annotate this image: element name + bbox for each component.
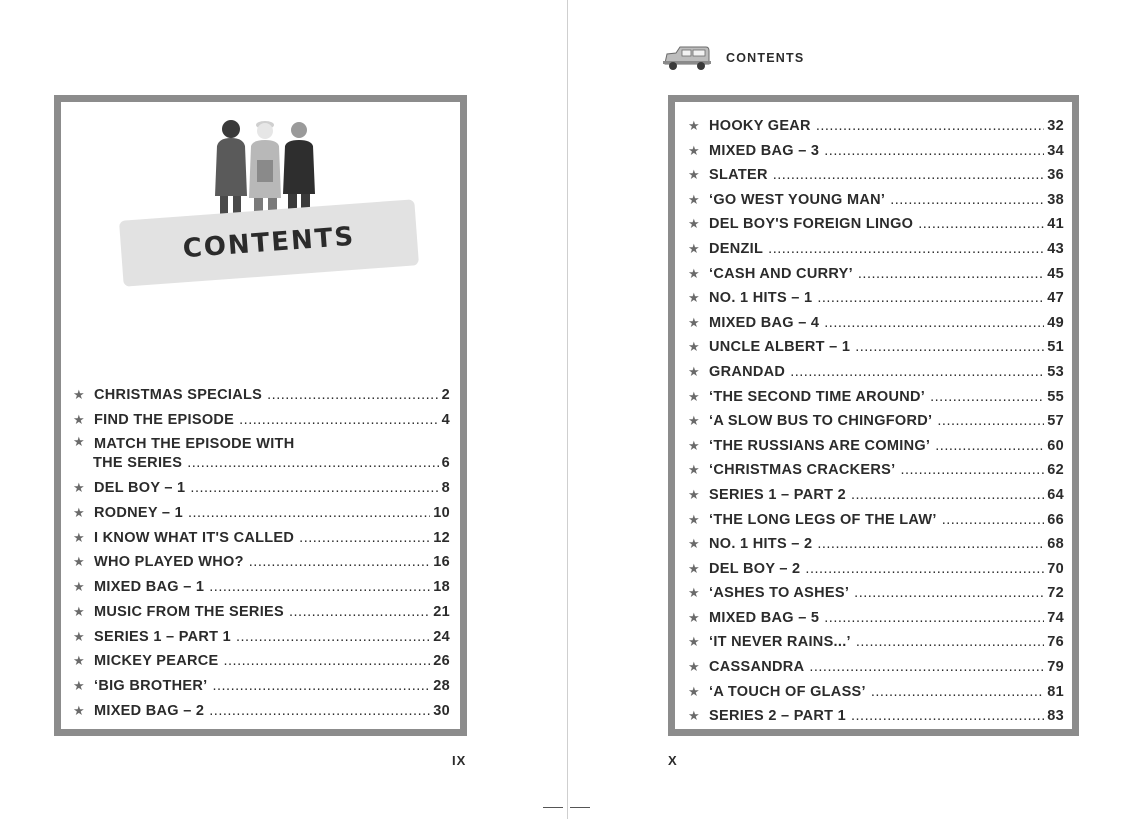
- right-toc-list: [675, 114, 1072, 729]
- star-icon: ★: [73, 579, 85, 595]
- toc-item-title: UNCLE ALBERT – 1: [709, 339, 851, 356]
- toc-leader-dots: [824, 311, 1044, 336]
- toc-item-title: GRANDAD: [709, 363, 786, 380]
- toc-leader-dots: [267, 383, 438, 408]
- toc-leader-dots: [858, 262, 1044, 287]
- toc-item-title: SERIES 2 – PART 1: [709, 708, 846, 725]
- toc-item: [675, 680, 1072, 705]
- toc-item-page: 79: [1047, 659, 1064, 676]
- toc-leader-dots: [871, 680, 1044, 705]
- star-icon: ★: [73, 677, 85, 693]
- toc-item-page: 81: [1047, 683, 1064, 700]
- toc-item-title: MIXED BAG – 4: [709, 314, 820, 331]
- toc-item: [675, 606, 1072, 631]
- toc-leader-dots: [854, 581, 1044, 606]
- toc-item: [675, 163, 1072, 188]
- toc-item: [675, 483, 1072, 508]
- toc-item-title: CASSANDRA: [709, 659, 805, 676]
- toc-item-page: 68: [1047, 536, 1064, 553]
- toc-item-title: ‘BIG BROTHER’: [94, 677, 208, 694]
- toc-leader-dots: [187, 454, 438, 473]
- toc-item-page: 34: [1047, 142, 1064, 159]
- toc-leader-dots: [816, 114, 1044, 139]
- star-icon: ★: [73, 554, 85, 570]
- toc-item-page: 62: [1047, 462, 1064, 479]
- star-icon: ★: [688, 265, 700, 281]
- toc-leader-dots: [209, 699, 430, 724]
- star-icon: ★: [73, 628, 85, 644]
- star-icon: ★: [688, 314, 700, 330]
- toc-leader-dots: [817, 286, 1044, 311]
- toc-item: [675, 434, 1072, 459]
- toc-item-page: 49: [1047, 314, 1064, 331]
- toc-leader-dots: [239, 408, 438, 433]
- star-icon: ★: [688, 167, 700, 183]
- toc-leader-dots: [188, 501, 430, 526]
- toc-item-page: 21: [433, 603, 450, 620]
- star-icon: ★: [688, 462, 700, 478]
- toc-item-title: ‘IT NEVER RAINS...’: [709, 634, 851, 651]
- toc-leader-dots: [942, 508, 1045, 533]
- toc-item-title: SERIES 1 – PART 2: [709, 486, 846, 503]
- toc-item-page: 10: [433, 505, 450, 522]
- toc-item: [61, 432, 460, 476]
- toc-item-page: 16: [433, 554, 450, 571]
- toc-item-title: FIND THE EPISODE: [94, 411, 235, 428]
- contents-banner-title: CONTENTS: [181, 221, 357, 265]
- star-icon: ★: [688, 290, 700, 306]
- toc-leader-dots: [212, 674, 430, 699]
- star-icon: ★: [688, 585, 700, 601]
- toc-item-page: 12: [433, 529, 450, 546]
- star-icon: ★: [73, 529, 85, 545]
- toc-item-title: ‘THE RUSSIANS ARE COMING’: [709, 437, 931, 454]
- toc-item-page: 38: [1047, 191, 1064, 208]
- toc-item-title: MIXED BAG – 3: [709, 142, 820, 159]
- toc-leader-dots: [805, 557, 1044, 582]
- star-icon: ★: [688, 388, 700, 404]
- toc-item-page: 8: [441, 480, 450, 497]
- toc-item-title: MIXED BAG – 5: [709, 609, 820, 626]
- toc-item-title: NO. 1 HITS – 2: [709, 536, 813, 553]
- toc-item: [675, 458, 1072, 483]
- toc-item: [61, 550, 460, 575]
- toc-leader-dots: [851, 483, 1044, 508]
- toc-item-title-line1: MATCH THE EPISODE WITH: [94, 436, 295, 453]
- toc-item: [675, 139, 1072, 164]
- star-icon: ★: [688, 683, 700, 699]
- toc-item-page: 57: [1047, 413, 1064, 430]
- star-icon: ★: [688, 486, 700, 502]
- toc-leader-dots: [855, 335, 1044, 360]
- toc-item: [61, 501, 460, 526]
- toc-item: [675, 262, 1072, 287]
- toc-item-page: 4: [441, 411, 450, 428]
- toc-item-page: 76: [1047, 634, 1064, 651]
- toc-leader-dots: [209, 575, 430, 600]
- toc-leader-dots: [289, 600, 430, 625]
- toc-item-title: MIXED BAG – 1: [94, 579, 205, 596]
- toc-item-title: ‘ASHES TO ASHES’: [709, 585, 850, 602]
- toc-item-page: 64: [1047, 486, 1064, 503]
- toc-item-page: 53: [1047, 363, 1064, 380]
- star-icon: ★: [73, 505, 85, 521]
- toc-item-page: 66: [1047, 511, 1064, 528]
- toc-item-title: ‘CHRISTMAS CRACKERS’: [709, 462, 896, 479]
- toc-item-page: 26: [433, 653, 450, 670]
- right-page: [568, 0, 1145, 819]
- toc-leader-dots: [900, 458, 1044, 483]
- toc-item-page: 30: [433, 702, 450, 719]
- left-contents-frame: [54, 95, 467, 736]
- left-toc-list: [61, 383, 460, 723]
- toc-item: [675, 114, 1072, 139]
- toc-item-page: 43: [1047, 240, 1064, 257]
- toc-leader-dots: [937, 409, 1044, 434]
- star-icon: ★: [688, 708, 700, 724]
- star-icon: ★: [688, 363, 700, 379]
- star-icon: ★: [688, 240, 700, 256]
- toc-item: [61, 575, 460, 600]
- running-head-title: CONTENTS: [726, 51, 805, 65]
- toc-item-page: 83: [1047, 708, 1064, 725]
- star-icon: ★: [688, 560, 700, 576]
- toc-item-page: 6: [441, 455, 450, 472]
- toc-item-title: ‘THE LONG LEGS OF THE LAW’: [709, 511, 937, 528]
- toc-item: [675, 630, 1072, 655]
- toc-leader-dots: [236, 625, 430, 650]
- running-head: [662, 42, 804, 74]
- toc-item-title: DEL BOY – 2: [709, 560, 801, 577]
- toc-item-page: 2: [441, 387, 450, 403]
- toc-item-title: HOOKY GEAR: [709, 118, 811, 134]
- toc-leader-dots: [851, 704, 1044, 729]
- star-icon: ★: [73, 387, 85, 402]
- right-contents-frame: [668, 95, 1079, 736]
- toc-leader-dots: [918, 212, 1044, 237]
- toc-leader-dots: [768, 237, 1044, 262]
- toc-item-page: 47: [1047, 290, 1064, 307]
- toc-item-page: 51: [1047, 339, 1064, 356]
- toc-leader-dots: [890, 188, 1044, 213]
- toc-item-title: SERIES 1 – PART 1: [94, 628, 231, 645]
- toc-item-page: 72: [1047, 585, 1064, 602]
- left-page: [0, 0, 567, 819]
- star-icon: ★: [688, 536, 700, 552]
- star-icon: ★: [688, 216, 700, 232]
- toc-leader-dots: [824, 606, 1044, 631]
- toc-item-title: WHO PLAYED WHO?: [94, 554, 244, 571]
- toc-item-title: THE SERIES: [93, 455, 183, 472]
- gutter-mark-left: [543, 807, 563, 808]
- toc-item: [675, 704, 1072, 729]
- toc-leader-dots: [224, 649, 431, 674]
- left-page-number: IX: [452, 753, 467, 768]
- toc-item: [61, 476, 460, 501]
- toc-item-title: DEL BOY – 1: [94, 480, 186, 497]
- star-icon: ★: [688, 413, 700, 429]
- star-icon: ★: [688, 437, 700, 453]
- toc-item-page: 41: [1047, 216, 1064, 233]
- toc-item-title: ‘GO WEST YOUNG MAN’: [709, 191, 886, 208]
- toc-item: [61, 674, 460, 699]
- toc-item-page: 18: [433, 579, 450, 596]
- toc-item-title: ‘THE SECOND TIME AROUND’: [709, 388, 926, 405]
- toc-item-page: 32: [1047, 118, 1064, 134]
- toc-leader-dots: [824, 139, 1044, 164]
- toc-leader-dots: [817, 532, 1044, 557]
- toc-item: [675, 581, 1072, 606]
- toc-item: [675, 237, 1072, 262]
- toc-item-title: RODNEY – 1: [94, 505, 183, 522]
- star-icon: ★: [688, 609, 700, 625]
- toc-leader-dots: [773, 163, 1045, 188]
- star-icon: ★: [73, 702, 85, 718]
- toc-leader-dots: [935, 434, 1044, 459]
- toc-item-page: 24: [433, 628, 450, 645]
- toc-item: [675, 286, 1072, 311]
- toc-item: [61, 699, 460, 724]
- toc-item: [675, 188, 1072, 213]
- characters-illustration: [207, 116, 325, 216]
- toc-item-page: 36: [1047, 167, 1064, 184]
- toc-item-page: 55: [1047, 388, 1064, 405]
- toc-item-page: 74: [1047, 609, 1064, 626]
- toc-item-title: I KNOW WHAT IT'S CALLED: [94, 529, 295, 546]
- toc-leader-dots: [856, 630, 1044, 655]
- van-icon: [662, 43, 712, 73]
- star-icon: ★: [688, 191, 700, 207]
- toc-item: [61, 383, 460, 408]
- toc-item: [61, 625, 460, 650]
- toc-leader-dots: [299, 526, 430, 551]
- toc-item-title: SLATER: [709, 167, 768, 184]
- toc-item: [675, 557, 1072, 582]
- star-icon: ★: [688, 511, 700, 527]
- toc-item: [675, 532, 1072, 557]
- right-page-number: X: [668, 753, 678, 768]
- toc-item-page: 70: [1047, 560, 1064, 577]
- toc-item: [61, 649, 460, 674]
- contents-banner: [119, 199, 419, 287]
- toc-item: [675, 311, 1072, 336]
- toc-item: [675, 655, 1072, 680]
- star-icon: ★: [73, 603, 85, 619]
- toc-item-title: ‘A SLOW BUS TO CHINGFORD’: [709, 413, 933, 430]
- toc-item: [61, 408, 460, 433]
- toc-item-title: MUSIC FROM THE SERIES: [94, 603, 284, 620]
- toc-item: [675, 508, 1072, 533]
- toc-leader-dots: [930, 385, 1044, 410]
- star-icon: ★: [688, 118, 700, 133]
- star-icon: ★: [73, 411, 85, 427]
- star-icon: ★: [688, 659, 700, 675]
- toc-item-page: 45: [1047, 265, 1064, 282]
- toc-item-title: MIXED BAG – 2: [94, 702, 205, 719]
- toc-item: [675, 335, 1072, 360]
- star-icon: ★: [688, 142, 700, 158]
- toc-item-title: CHRISTMAS SPECIALS: [94, 387, 263, 403]
- toc-item: [675, 385, 1072, 410]
- star-icon: ★: [73, 434, 85, 450]
- toc-leader-dots: [809, 655, 1044, 680]
- toc-item: [675, 212, 1072, 237]
- toc-item-title: DENZIL: [709, 240, 764, 257]
- toc-item: [61, 600, 460, 625]
- toc-item-title: DEL BOY'S FOREIGN LINGO: [709, 216, 914, 233]
- toc-item: [675, 409, 1072, 434]
- toc-leader-dots: [790, 360, 1044, 385]
- toc-item-title: NO. 1 HITS – 1: [709, 290, 813, 307]
- toc-leader-dots: [190, 476, 438, 501]
- toc-item-title: MICKEY PEARCE: [94, 653, 219, 670]
- star-icon: ★: [688, 339, 700, 355]
- toc-item: [61, 526, 460, 551]
- toc-item-page: 60: [1047, 437, 1064, 454]
- star-icon: ★: [73, 653, 85, 669]
- toc-item: [675, 360, 1072, 385]
- star-icon: ★: [73, 480, 85, 496]
- toc-item-title: ‘CASH AND CURRY’: [709, 265, 853, 282]
- star-icon: ★: [688, 634, 700, 650]
- toc-leader-dots: [249, 550, 430, 575]
- toc-item-title: ‘A TOUCH OF GLASS’: [709, 683, 866, 700]
- toc-item-page: 28: [433, 677, 450, 694]
